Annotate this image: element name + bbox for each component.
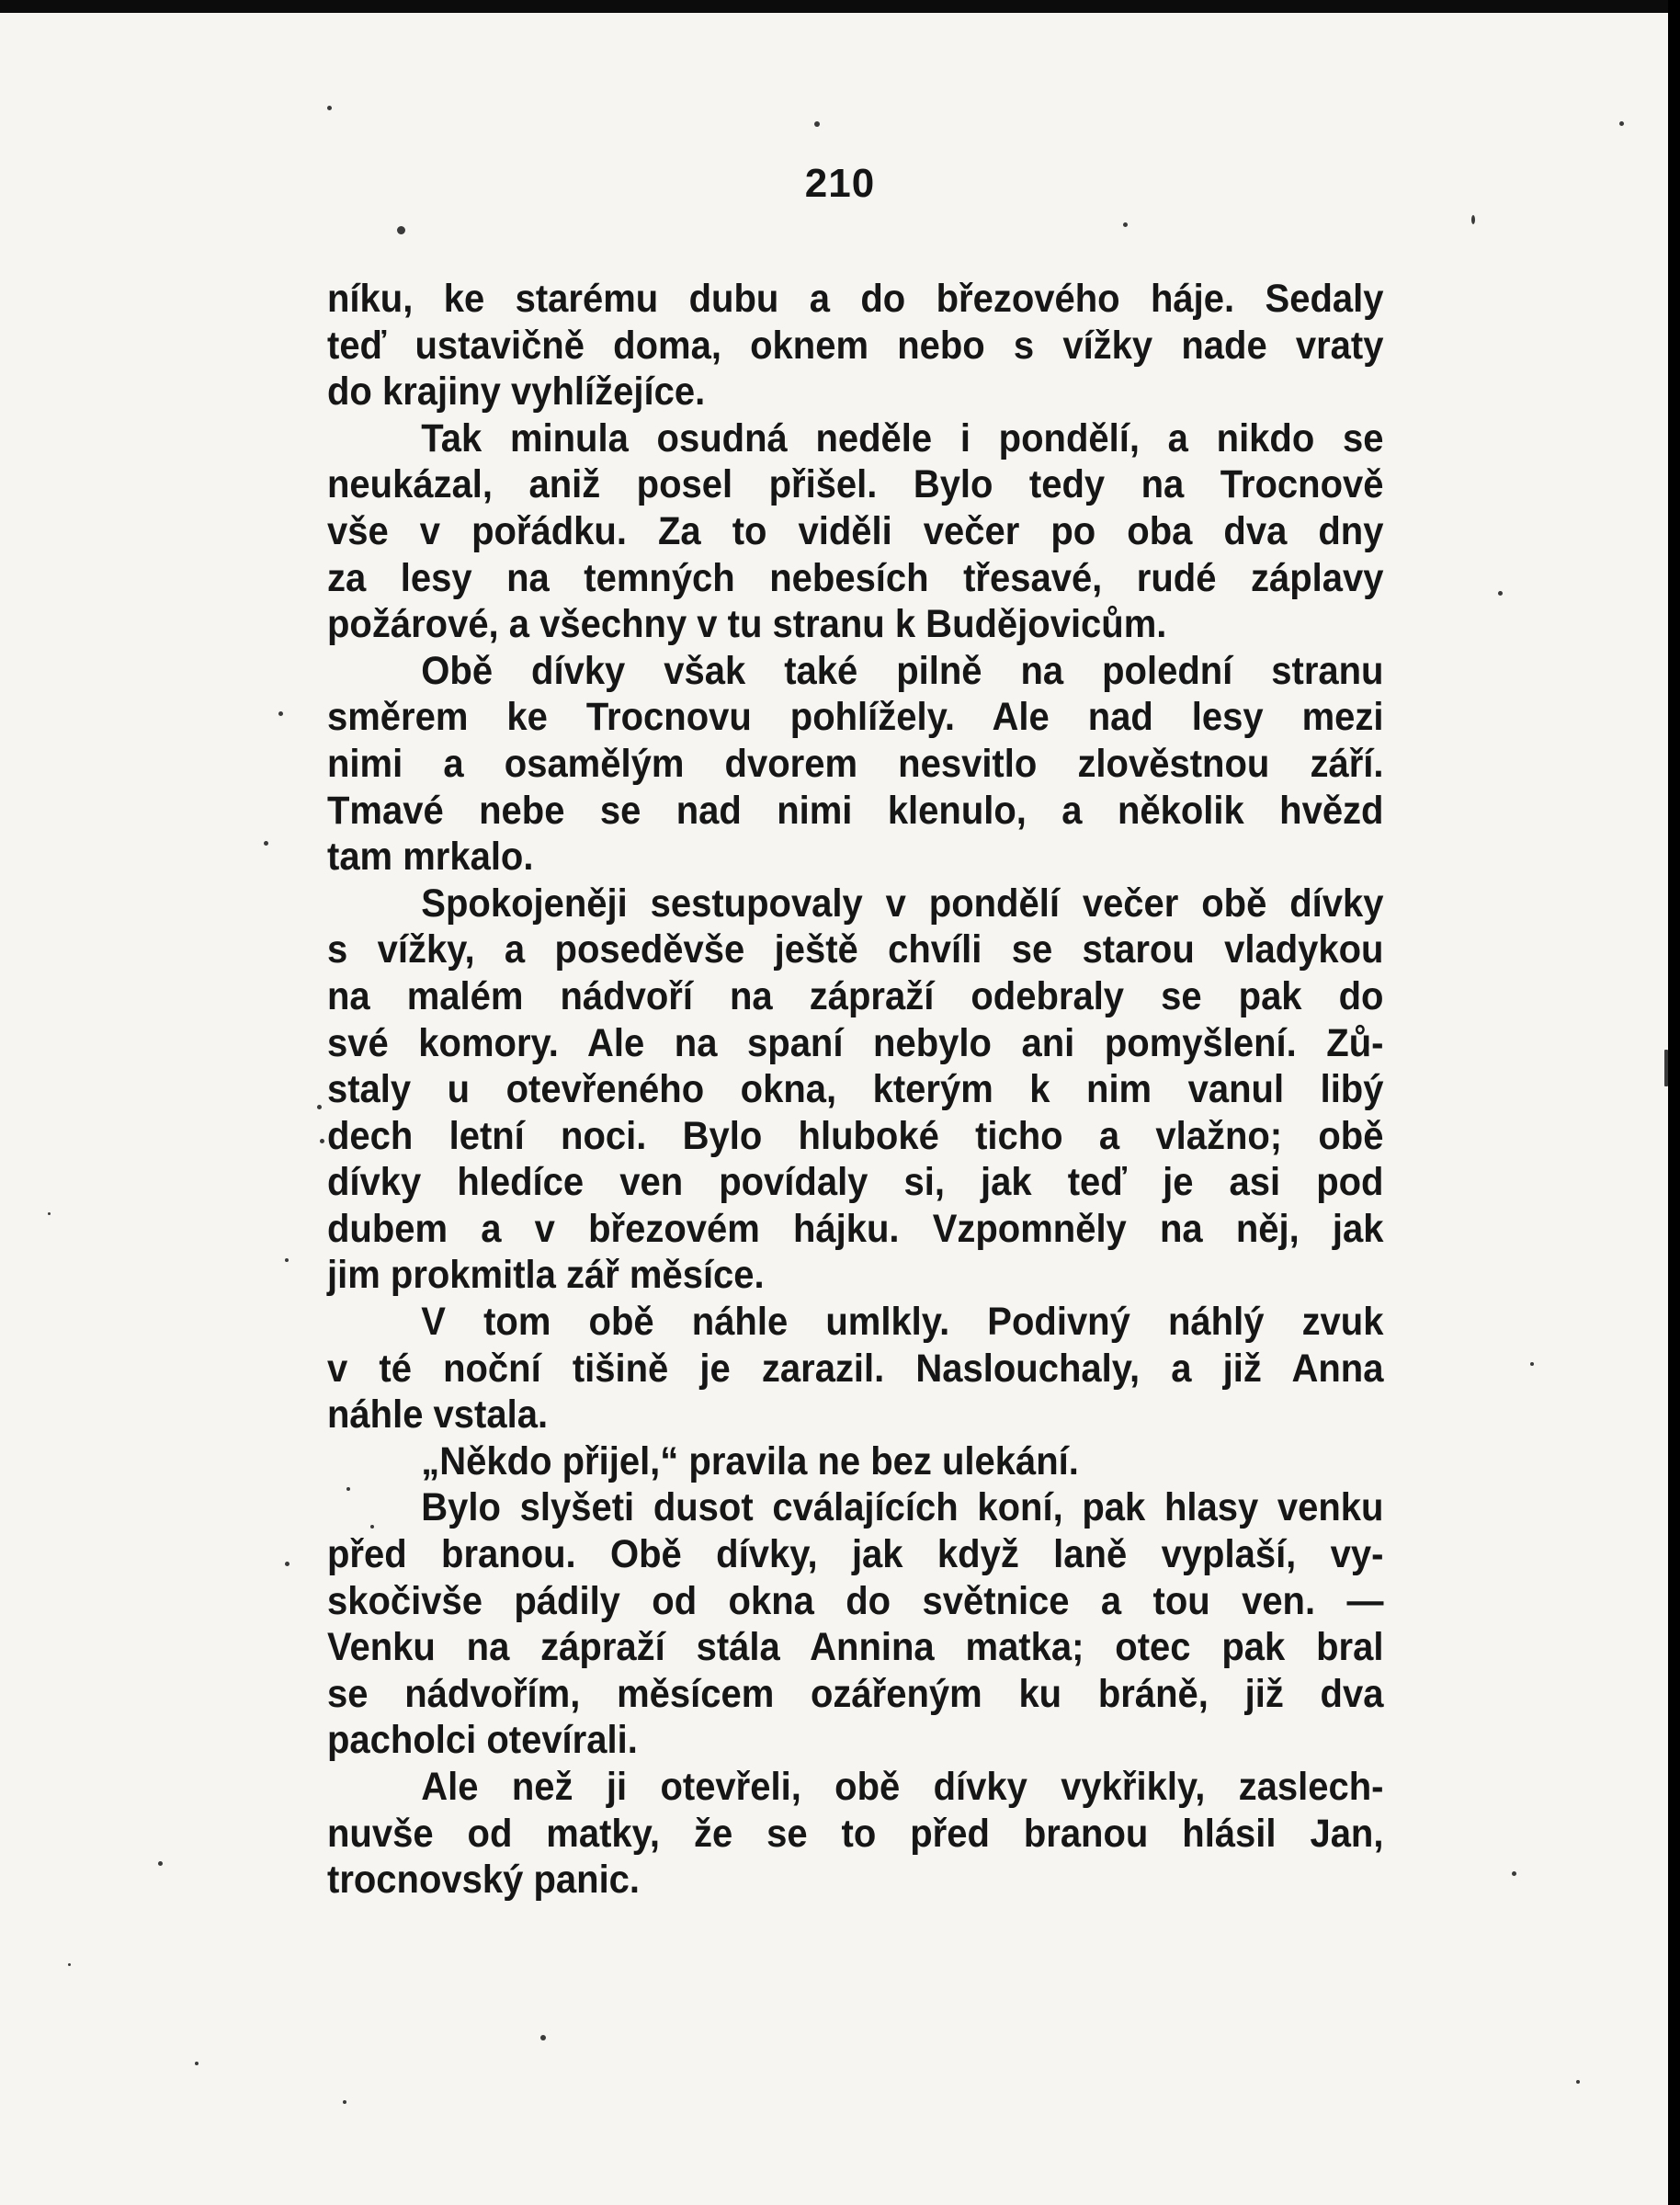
print-speck bbox=[195, 2062, 199, 2065]
text-line: skočivše pádily od okna do světnice a tou ven. — bbox=[327, 1578, 1384, 1623]
text-line: jim prokmitla zář měsíce. bbox=[327, 1253, 765, 1298]
text-line: v té noční tišině je zarazil. Naslouchaly, a již Anna bbox=[327, 1346, 1384, 1391]
print-speck bbox=[1530, 1362, 1534, 1366]
text-line: nimi a osamělým dvorem nesvitlo zlověstnou září. bbox=[327, 741, 1384, 786]
text-line: staly u otevřeného okna, kterým k nim vanul libý bbox=[327, 1067, 1384, 1112]
text-line: dívky hledíce ven povídaly si, jak teď je asi pod bbox=[327, 1160, 1384, 1205]
print-speck bbox=[285, 1258, 289, 1262]
paragraph bbox=[327, 415, 1383, 648]
print-speck bbox=[317, 1105, 322, 1109]
text-line: náhle vstala. bbox=[327, 1392, 549, 1438]
print-speck bbox=[285, 1562, 289, 1566]
text-line: nuvše od matky, že se to před branou hlásil Jan, bbox=[327, 1811, 1384, 1856]
paragraph bbox=[327, 1484, 1383, 1764]
paragraph bbox=[327, 648, 1383, 881]
text-line: vše v pořádku. Za to viděli večer po oba dva dny bbox=[327, 508, 1384, 553]
text-line: tam mrkalo. bbox=[327, 835, 534, 880]
text-line: dubem a v březovém hájku. Vzpomněly na něj, jak bbox=[327, 1206, 1384, 1251]
text-line: neukázal, aniž posel přišel. Bylo tedy na Trocnově bbox=[327, 462, 1384, 507]
print-speck bbox=[1512, 1871, 1516, 1876]
text-line: směrem ke Trocnovu pohlížely. Ale nad lesy mezi bbox=[327, 695, 1384, 740]
print-speck bbox=[320, 1139, 324, 1143]
text-line: „Někdo přijel,“ pravila ne bez ulekání. bbox=[421, 1438, 1079, 1483]
print-speck bbox=[327, 106, 332, 110]
print-speck bbox=[48, 1212, 51, 1215]
paragraph bbox=[327, 1299, 1383, 1438]
text-line: teď ustavičně doma, oknem nebo s vížky nade vraty bbox=[327, 323, 1384, 368]
print-speck bbox=[397, 226, 405, 234]
print-speck bbox=[814, 121, 820, 127]
text-line: Spokojeněji sestupovaly v pondělí večer obě dívky bbox=[421, 881, 1384, 926]
print-speck bbox=[278, 711, 283, 716]
paragraph bbox=[327, 276, 1383, 415]
print-speck bbox=[264, 841, 268, 846]
text-line: trocnovský panic. bbox=[327, 1858, 641, 1903]
text-line: před branou. Obě dívky, jak když laně vyplaší, vy- bbox=[327, 1532, 1384, 1577]
paragraph bbox=[327, 1764, 1383, 1904]
text-line: Tmavé nebe se nad nimi klenulo, a několik hvězd bbox=[327, 788, 1384, 833]
paragraph bbox=[327, 881, 1383, 1299]
text-line: za lesy na temných nebesích třesavé, rudé záplavy bbox=[327, 555, 1384, 600]
body-text bbox=[327, 276, 1383, 1904]
print-speck bbox=[1471, 215, 1475, 224]
print-speck bbox=[1576, 2080, 1580, 2084]
text-line: požárové, a všechny v tu stranu k Budějovicům. bbox=[327, 602, 1167, 647]
text-line: Venku na zápraží stála Annina matka; otec pak bral bbox=[327, 1625, 1384, 1670]
page-number: 210 bbox=[804, 161, 876, 206]
print-speck bbox=[343, 2100, 346, 2104]
print-speck bbox=[1664, 1050, 1668, 1086]
print-speck bbox=[68, 1963, 71, 1966]
text-line: na malém nádvoří na zápraží odebraly se pak do bbox=[327, 973, 1384, 1018]
print-speck bbox=[158, 1861, 163, 1866]
print-speck bbox=[1123, 222, 1128, 227]
paragraph bbox=[327, 1438, 1383, 1485]
print-speck bbox=[1619, 121, 1624, 126]
text-line: se nádvořím, měsícem ozářeným ku bráně, již dva bbox=[327, 1671, 1384, 1716]
text-line: s vížky, a poseděvše ještě chvíli se starou vladykou bbox=[327, 927, 1384, 972]
text-line: Ale než ji otevřeli, obě dívky vykřikly, zaslech- bbox=[421, 1765, 1384, 1809]
text-line: V tom obě náhle umlkly. Podivný náhlý zvuk bbox=[421, 1300, 1384, 1345]
print-speck bbox=[540, 2035, 546, 2040]
text-line: dech letní noci. Bylo hluboké ticho a vlažno; obě bbox=[327, 1113, 1384, 1158]
text-line: své komory. Ale na spaní nebylo ani pomyšlení. Zů- bbox=[327, 1020, 1384, 1065]
text-line: Tak minula osudná neděle i pondělí, a nikdo se bbox=[421, 415, 1384, 460]
text-line: do krajiny vyhlížejíce. bbox=[327, 369, 706, 415]
text-line: Bylo slyšeti dusot cválajících koní, pak hlasy venku bbox=[421, 1485, 1384, 1530]
text-line: Obě dívky však také pilně na polední stranu bbox=[421, 648, 1384, 693]
print-speck bbox=[1498, 591, 1503, 596]
text-line: pacholci otevírali. bbox=[327, 1718, 638, 1763]
text-line: níku, ke starému dubu a do březového háje. Sedaly bbox=[327, 277, 1384, 321]
